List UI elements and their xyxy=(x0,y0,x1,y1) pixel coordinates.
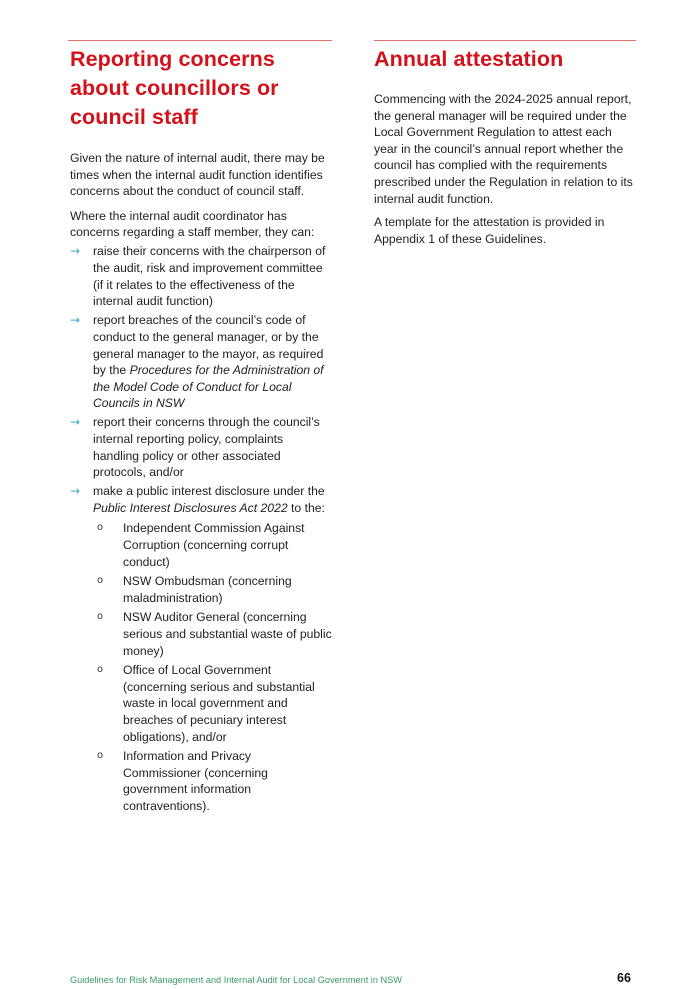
sub-list xyxy=(93,520,332,814)
arrow-right-icon: → xyxy=(70,415,81,430)
arrow-right-icon: → xyxy=(70,313,81,328)
list-item xyxy=(70,243,332,309)
sub-list-item-text: NSW Ombudsman (concerning maladministration) xyxy=(123,574,292,605)
arrow-right-icon: → xyxy=(70,244,81,259)
left-column xyxy=(70,40,332,815)
section-rule xyxy=(68,40,332,41)
section-heading: Reporting concerns about councillors or council staff xyxy=(70,47,279,129)
sub-list-item-text: Information and Privacy Commissioner (concerning government information contraventions). xyxy=(123,749,268,813)
paragraph: Given the nature of internal audit, there may be times when the internal audit function identifies concerns about the conduct of council staff. xyxy=(70,151,325,199)
arrow-right-icon: → xyxy=(70,484,81,499)
act-title-reference: Public Interest Disclosures Act 2022 xyxy=(93,500,288,515)
document-title-reference: Procedures for the Administration of the Model Code of Conduct for Local Councils in NSW xyxy=(93,363,324,411)
list-item-text: to the: xyxy=(287,500,325,515)
list-item xyxy=(70,414,332,480)
sub-list-item xyxy=(70,748,332,814)
paragraph: Where the internal audit coordinator has concerns regarding a staff member, they can: xyxy=(70,208,315,240)
paragraph: Commencing with the 2024-2025 annual report, the general manager will be required under the Local Government Regulation to attest each year in the council’s annual report whether the council has complied with the requirements prescribed under the Regulation in relation to its internal audit function. xyxy=(374,92,633,206)
list-item-text: make a public interest disclosure under the xyxy=(93,484,325,499)
circle-bullet-icon: o xyxy=(97,664,104,676)
right-column xyxy=(374,40,636,247)
paragraph: A template for the attestation is provided in Appendix 1 of these Guidelines. xyxy=(374,215,605,246)
page-number: 66 xyxy=(617,971,631,985)
list-item-text: report their concerns through the council’s internal reporting policy, complaints handling policy or other associated protocols, and/or xyxy=(93,415,320,480)
sub-list-item xyxy=(70,520,332,570)
section-rule xyxy=(374,40,636,41)
circle-bullet-icon: o xyxy=(97,575,104,587)
sub-list-item-text: Independent Commission Against Corruption (concerning corrupt conduct) xyxy=(123,521,305,569)
sub-list-item xyxy=(70,609,332,659)
list-item xyxy=(70,312,332,412)
circle-bullet-icon: o xyxy=(97,611,104,623)
sub-list-item xyxy=(70,573,332,606)
section-heading: Annual attestation xyxy=(374,47,564,71)
list-item xyxy=(70,483,332,814)
sub-list-item xyxy=(70,662,332,745)
sub-list-item-text: Office of Local Government (concerning serious and substantial waste in local government and breaches of pecuniary interest obligations), and/or xyxy=(123,663,315,744)
list-item-text: report breaches of the council’s code of conduct to the general manager, or by the general manager to the mayor, as required by the xyxy=(93,313,324,378)
circle-bullet-icon: o xyxy=(97,750,104,762)
circle-bullet-icon: o xyxy=(97,522,104,534)
sub-list-item-text: NSW Auditor General (concerning serious and substantial waste of public money) xyxy=(123,610,332,658)
footer-document-title: Guidelines for Risk Management and Internal Audit for Local Government in NSW xyxy=(70,975,402,985)
arrow-list xyxy=(70,243,332,814)
list-item-text: raise their concerns with the chairperson of the audit, risk and improvement committee (if it relates to the effectiveness of the internal audit function) xyxy=(93,244,326,309)
